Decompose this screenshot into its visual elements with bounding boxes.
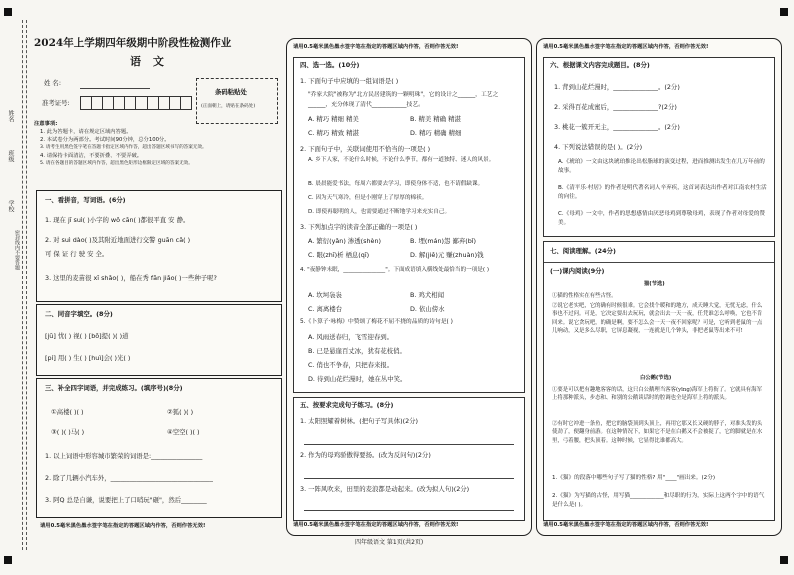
section-6-title: 六、根据课文内容完成题目。(8分) <box>550 61 650 69</box>
passage-goose-p1: ①要是可以把有趣地客客的话，这只白公鹅理当客客(yīng)海军上将衔了。它就具有海军上将那种派头，步态和、和别的公鹅谈话时的腔调也全是海军上将的派头。 <box>552 387 762 402</box>
margin-label-school: 学校 <box>7 200 14 212</box>
section-2-row-2: [pí] 用( ) 生( ) [huì]会( )光( ) <box>45 354 131 362</box>
exam-title: 2024年上学期四年级期中阶段性检测作业 <box>34 37 232 49</box>
section-7-divider <box>544 262 774 263</box>
notice-5: 5. 请在各题目的答题区域内作答，超出黑色矩形边框限定区域的答案无效。 <box>40 161 193 166</box>
q4-4: 4. "夜静钟未眠，_______________"。下面成语填入横线处最恰当的一项是( ) <box>300 267 490 273</box>
q4-5-opt-a: A. 风雨送春归，飞雪迎春到。 <box>308 333 394 341</box>
q4-1-opt-b: B. 精美 精确 精湛 <box>410 115 461 123</box>
q5-2: 2. 作为的母鸡骄傲得要扬。(改为反问句)(2分) <box>300 451 431 459</box>
q6-1: 1. 背到山花烂漫时，______________。(2分) <box>554 83 680 91</box>
q4-2-opt-c: C. 因为天气寒冷，但是小刚穿上了厚厚的棉袄。 <box>308 195 428 201</box>
subject-title: 语 文 <box>130 55 168 68</box>
q4-1-text: "乔家大院"被称为"北方民居建筑的一颗明珠"，它的设计之______，工艺之______，充分体现了清代____________技艺。 <box>308 92 499 108</box>
notice-title: 注意事项: <box>34 121 58 127</box>
q4-3-opt-c: C. 眼(zhī)析 栖息(qī) <box>308 251 370 259</box>
q4-3-opt-a: A. 繁衍(yǎn) 渗透(shèn) <box>308 237 381 245</box>
q6-4-opt-c: C.《母鸡》一文中，作者的思想感情由厌恶母鸡到尊敬母鸡，表现了作者对母爱的赞美。 <box>558 211 766 226</box>
column-2-warning-bottom: 请用0.5毫米黑色墨水签字笔在指定的答题区域内作答，否则作答无效! <box>293 522 459 528</box>
section-3-panel <box>36 378 282 518</box>
section-7-box <box>543 241 775 521</box>
exam-no-label: 准考证号: <box>42 99 70 107</box>
passage-cat-p1: ①猫的性格实在有些古怪。 <box>552 293 617 299</box>
section-1-line-2: 2. 对 suì dào( )及其附近地面进行交警 guān cǎ( ) <box>45 236 191 244</box>
registration-mark-top-right <box>780 8 788 16</box>
section-3-q3: 3. 阿Q 总是自谦，说要把上了口哨玩"砸"，然后________ <box>45 496 207 504</box>
word-item-2: ②狐( )( ) <box>167 408 194 416</box>
passage-title-cat: 猫(节选) <box>644 281 665 287</box>
margin-label-name: 姓名 <box>7 110 14 122</box>
notice-2: 2. 本试卷分为两部分。考试时间90分钟，总分100分。 <box>40 137 170 143</box>
section-1-line-1: 1. 现在 jī suì( )小字的 wō cān( )都很平直 安 静。 <box>45 216 190 224</box>
q4-1: 1. 下面句子中应填的一组词语是( ) <box>300 77 399 85</box>
q6-3: 3. 桃花一簇开无主，______________。(2分) <box>554 123 680 131</box>
q5-3: 3. 一阵风吹来，田里的麦浪都是动起来。(改为拟人句)(2分) <box>300 485 470 493</box>
barcode-area <box>196 78 278 124</box>
q4-5: 5.《卜算子·咏梅》中赞颂了梅花不屈不挠的品质的诗句是( ) <box>300 319 453 325</box>
q4-2-opt-d: D. 即使再聪明的人，也需要通过不断地学习来充实自己。 <box>308 209 451 215</box>
exam-no-grid[interactable] <box>80 96 192 110</box>
column-2-panel <box>286 38 532 536</box>
passage-cat-p2: ②说它老实吧，它的确有时候很乖。它会找个暖和的地方，成天睡大觉，无忧无虑，什么事也不过问。可是，它决定要出去玩玩，就会出去一天一夜，任凭谁怎么呼唤，它也不肯回来。说它贪玩吧，的确是啊，要不怎么会一天一夜不回家呢？可是，它听到老鼠的一点儿响动，又是多么尽职，它屏息凝视，一连就是几个钟头，非把老鼠等出来不可! <box>552 303 763 335</box>
section-4-title: 四、选一选。(10分) <box>300 61 360 69</box>
q4-4-opt-d: D. 依山傍水 <box>410 305 445 313</box>
column-3-panel <box>536 38 782 536</box>
notice-3: 3. 请考生用黑色签字笔在答题卡指定区域内作答，超出答题区域书写的答案无效。 <box>40 145 207 150</box>
section-7-title: 七、阅读理解。(24分) <box>550 247 616 255</box>
section-4-box <box>293 57 525 393</box>
passage-goose-p2: ②有时它冲进一条鱼，把它的脑袋顶到头顶上，再用它那又长又硬的脖子，对准头发的头使劲了，便翻身前游。在这种情况下，如果它不是在白鹅又不会被捉了，它的脚就是在水里，弓着腰，把头顶着。这种时候，它显得比谁都高大。 <box>552 421 763 444</box>
seal-line-2 <box>22 20 23 550</box>
answer-line-5-2[interactable] <box>304 478 514 479</box>
q4-3: 3. 下列加点字的读音全部正确的一项是( ) <box>300 223 418 231</box>
header-block <box>30 30 280 190</box>
name-label: 姓 名: <box>44 79 61 87</box>
column-3-warning-top: 请用0.5毫米黑色墨水签字笔在指定的答题区域内作答，否则作答无效! <box>543 44 709 50</box>
q4-3-opt-d: D. 解(jiě)元 赚(zhuàn)钱 <box>410 251 484 259</box>
page-number: 四年级语文 第1页(共2页) <box>355 539 424 546</box>
q4-1-opt-d: D. 精巧 精确 精细 <box>410 129 462 137</box>
section-1-line-4: 3. 这里的麦苗很 xī shǎo( )，船在秀 fān jiǎo( )一些种子呢? <box>45 274 217 282</box>
q4-4-opt-a: A. 坎坷袅袅 <box>308 291 342 299</box>
margin-label-class: 班级 <box>7 150 14 162</box>
column-2-warning-top: 请用0.5毫米黑色墨水签字笔在指定的答题区域内作答，否则作答无效! <box>293 44 459 50</box>
section-2-panel <box>36 304 282 376</box>
q6-2: 2. 采得百花成蜜后，______________?(2分) <box>554 103 677 111</box>
q6-4-opt-b: B.《清平乐·村居》的作者是明代著名词人辛弃疾，这首词表达出作者对江南农村生活的向往。 <box>558 185 767 200</box>
section-2-title: 二、同音字填空。(8分) <box>45 310 113 318</box>
section-3-q2: 2. 除了几辆小汽车外，________________________________ <box>45 474 213 482</box>
barcode-label: 条码粘贴处 <box>215 88 247 96</box>
q4-2-opt-a: A. 乡下人家，不论什么时候，不论什么季节，都有一道独特、迷人的风景。 <box>308 157 495 163</box>
footer-warning-col1: 请用0.5毫米黑色墨水签字笔在指定的答题区域内作答，否则作答无效! <box>40 523 206 529</box>
section-7-sub: (一)课内阅读(9分) <box>550 267 605 275</box>
q4-5-opt-d: D. 待到山花烂漫时，她在丛中笑。 <box>308 375 407 383</box>
column-3-warning-bottom: 请用0.5毫米黑色墨水签字笔在指定的答题区域内作答，否则作答无效! <box>543 522 709 528</box>
registration-mark-bottom-left <box>4 556 12 564</box>
registration-mark-bottom-right <box>780 556 788 564</box>
q4-4-opt-c: C. 离离楼台 <box>308 305 343 313</box>
q4-1-opt-a: A. 精巧 精细 精美 <box>308 115 359 123</box>
q4-5-opt-c: C. 俏也不争春，只把春来报。 <box>308 361 394 369</box>
word-item-3: ③( )( )马( ) <box>51 428 85 436</box>
answer-line-5-1[interactable] <box>304 444 514 445</box>
word-item-4: ④空空( )( ) <box>167 428 200 436</box>
section-3-q1: 1. 以上词语中形容城市繁荣的词语是:________________ <box>45 452 203 460</box>
q4-2-opt-b: B. 晨晨能爱书法，每周六都要去学习，即使身体不适，也不请假缺课。 <box>308 181 484 187</box>
section-1-title: 一、看拼音，写词语。(6分) <box>45 196 126 204</box>
passage-title-goose: 白公鹅(节选) <box>640 375 672 381</box>
q4-2: 2. 下面句子中，关联词使用不恰当的一项是( ) <box>300 145 431 153</box>
q7-2: 2.《猫》为写猫的古怪，用写猫____________和尽职的行为，实际上这两个字中的语气是什么是( )。 <box>552 493 765 508</box>
section-5-title: 五、按要求完成句子练习。(8分) <box>300 401 394 409</box>
barcode-note: (正面朝上，请贴在条码处) <box>201 104 256 109</box>
name-field[interactable] <box>80 88 150 89</box>
section-5-box <box>293 397 525 521</box>
section-3-title: 三、补全四字词语，并完成练习。(填序号)(8分) <box>45 384 183 392</box>
section-1-line-3: 可 保 证 行 驶 安 全。 <box>45 250 109 258</box>
word-item-1: ①高楼( )( ) <box>51 408 84 416</box>
q7-1: 1.《猫》的段落中哪些句子写了猫的性格? 用"____"画出来。(2分) <box>552 475 715 481</box>
seal-line <box>26 20 27 550</box>
q6-4: 4. 下列说法错误的是( )。(2分) <box>554 143 643 151</box>
notice-1: 1. 此为答题卡，请在规定区域内答题。 <box>40 129 132 135</box>
section-1-panel <box>36 190 282 302</box>
q6-4-opt-a: A.《琥珀》一文由这块琥珀推论出松脂球的演变过程，进而推测出发生在几万年前的故事。 <box>558 159 765 174</box>
q4-4-opt-b: B. 鸡犬相闻 <box>410 291 445 299</box>
margin-seal-note: 密封线内不要答题 <box>14 230 20 270</box>
section-2-row-1: [jū] 忧( ) 视( ) [bō]提( )( )道 <box>45 332 129 340</box>
registration-mark-top-left <box>4 8 12 16</box>
notice-4: 4. 请保持卡面清洁，不要折叠、不要弄破。 <box>40 153 143 159</box>
q4-5-opt-b: B. 已是悬崖百丈冰，犹有花枝俏。 <box>308 347 406 355</box>
q4-1-opt-c: C. 精巧 精致 精湛 <box>308 129 359 137</box>
q4-3-opt-b: B. 埋(mán)怨 鄙弃(bǐ) <box>410 237 477 245</box>
section-6-box <box>543 57 775 237</box>
q5-1: 1. 太阳照耀着树林。(把句子写具体)(2分) <box>300 417 419 425</box>
answer-line-5-3[interactable] <box>304 510 514 511</box>
